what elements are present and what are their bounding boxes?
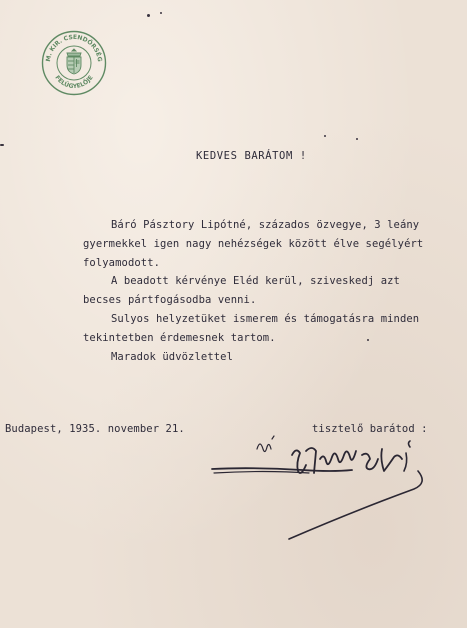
stamp-text-top: M. KIR. CSENDŐRSÉG — [44, 33, 104, 63]
body-line-2: gyermekkel igen nagy nehézségek között élve segélyért — [83, 238, 424, 250]
body-line-6: Sulyos helyzetüket ismerem és támogatásra minden — [111, 313, 420, 325]
place-date: Budapest, 1935. november 21. — [5, 423, 185, 435]
paper-speck — [356, 138, 358, 140]
stamp-text-bottom: FELÜGYELŐJE — [53, 74, 95, 91]
paper-speck — [160, 12, 162, 14]
body-line-1: Báró Pásztory Lipótné, százados özvegye, 3 leány — [111, 219, 420, 231]
paper-speck — [367, 339, 369, 341]
coat-of-arms-icon — [67, 49, 81, 74]
salutation: KEDVES BARÁTOM ! — [196, 150, 307, 162]
paper-speck — [324, 135, 326, 137]
paper-speck — [147, 14, 150, 17]
body-line-8: Maradok üdvözlettel — [111, 351, 234, 363]
paper-speck — [0, 144, 4, 146]
handwritten-signature — [210, 425, 440, 540]
body-line-5: becses pártfogásodba venni. — [83, 294, 257, 306]
official-stamp — [41, 30, 107, 96]
body-line-3: folyamodott. — [83, 257, 161, 269]
body-line-4: A beadott kérvénye Eléd kerül, sziveskedj azt — [111, 275, 400, 287]
closing: tisztelő barátod : — [312, 423, 428, 435]
body-line-7: tekintetben érdemesnek tartom. — [83, 332, 276, 344]
